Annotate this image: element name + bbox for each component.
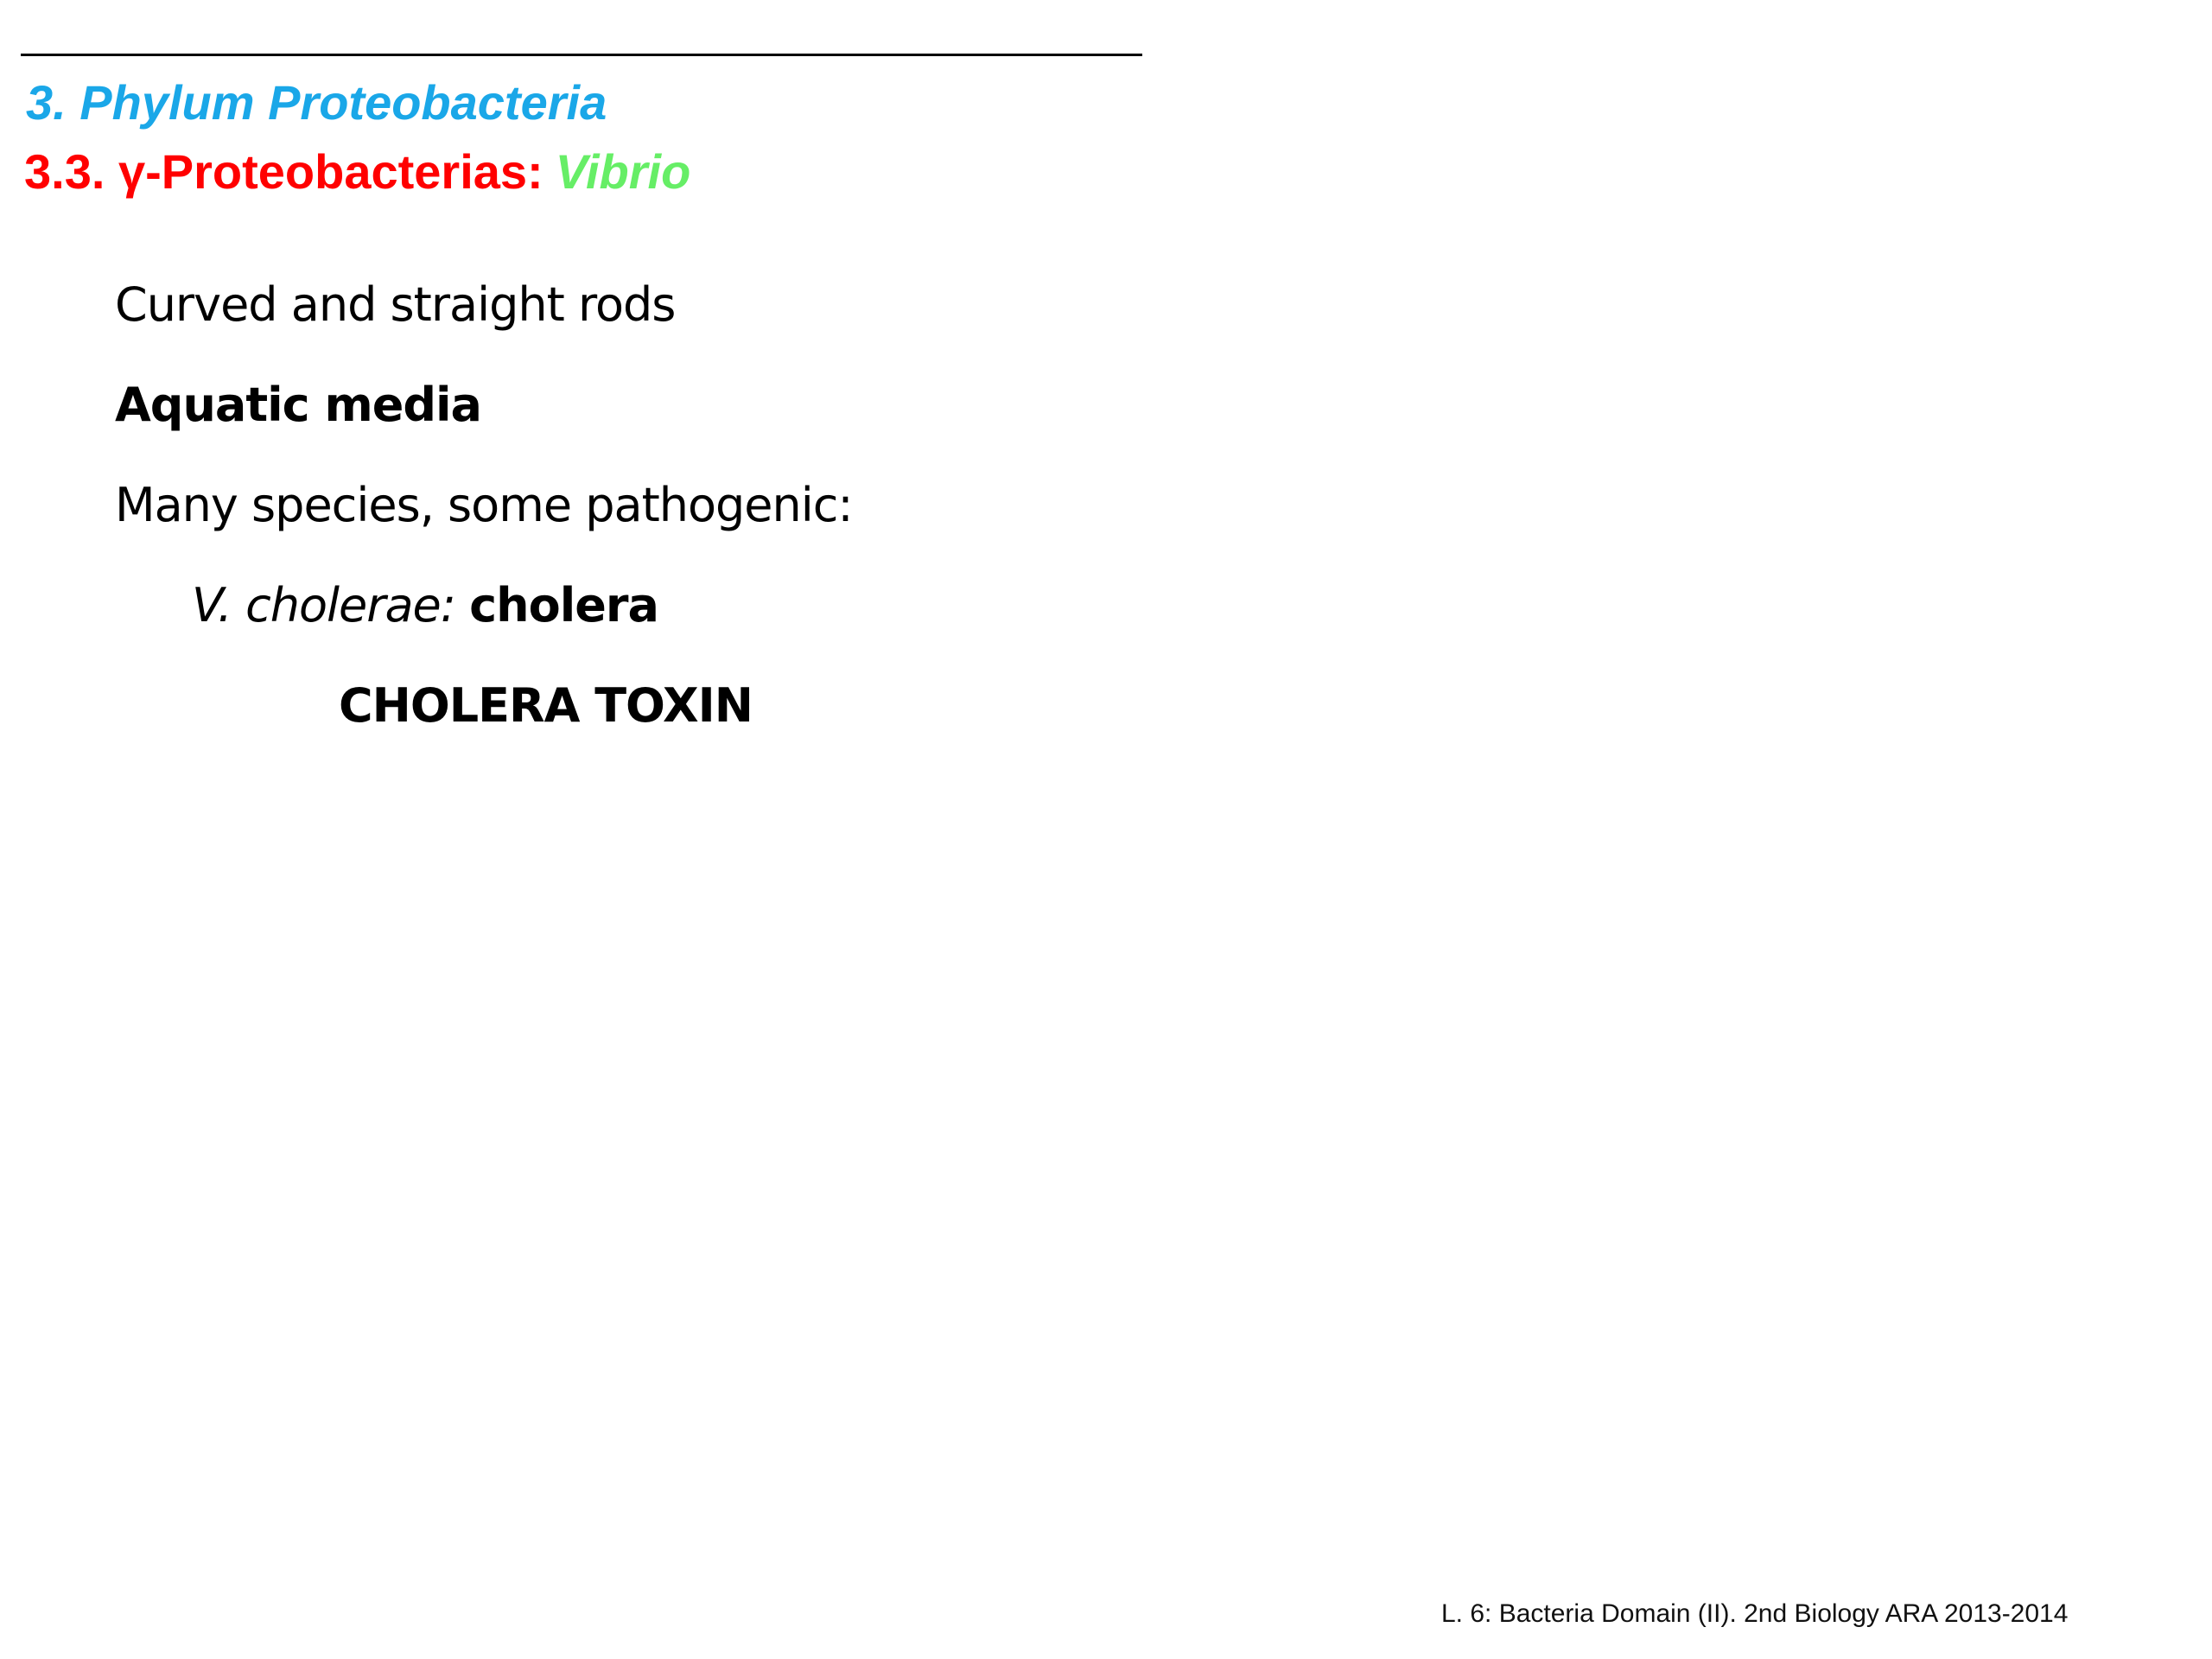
subsection-prefix: 3.3. γ-Proteobacterias: [24,144,543,199]
genus-name: Vibrio [555,144,691,199]
point-pathogen [192,575,658,636]
pathogen-species: V. cholerae: [192,578,455,632]
section-heading [26,73,607,133]
section-heading-text: 3. Phylum Proteobacteria [26,75,607,130]
top-divider [21,54,1142,56]
subsection-heading [24,142,690,202]
point-habitat: Aquatic media [115,378,481,432]
point-morphology: Curved and straight rods [115,277,676,332]
point-species: Many species, some pathogenic: [115,478,853,532]
slide-footer: L. 6: Bacteria Domain (II). 2nd Biology ARA 2013-2014 [1441,1599,2069,1628]
pathogen-disease: cholera [469,578,658,632]
point-toxin: CHOLERA TOXIN [339,678,753,733]
